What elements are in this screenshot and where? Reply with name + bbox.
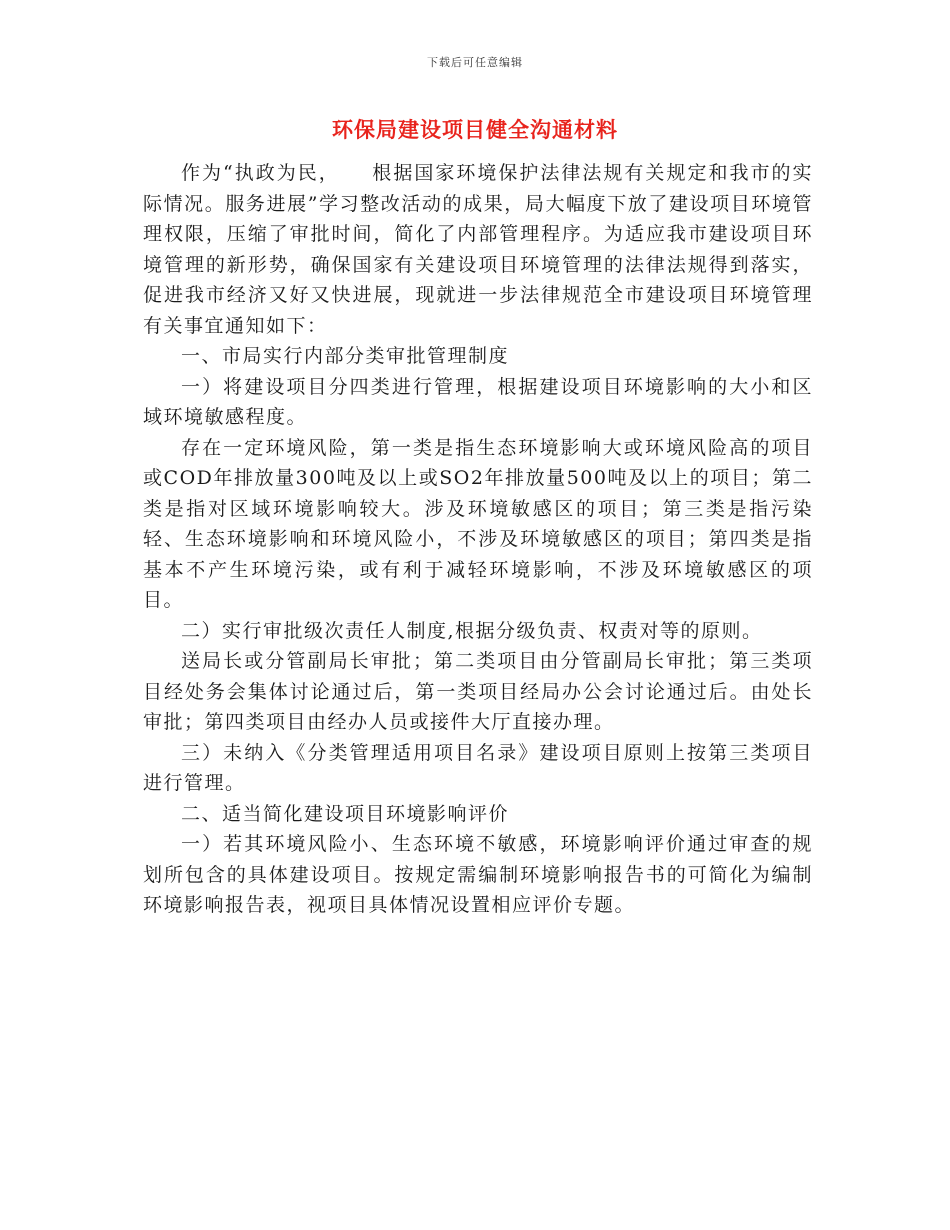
paragraph-1-1: 一）将建设项目分四类进行管理，根据建设项目环境影响的大小和区域环境敏感程度。 — [143, 375, 813, 428]
page-header-note: 下载后可任意编辑 — [427, 56, 523, 69]
section-heading-2: 二、适当简化建设项目环境影响评价 — [181, 802, 510, 825]
paragraph-category-definitions: 存在一定环境风险，第一类是指生态环境影响大或环境风险高的项目或COD年排放量300吨及以上或SO2年排放量500吨及以上的项目；第二类是指对区域环境影响较大。涉及环境敏感区的项目；第三类是指污染轻、生态环境影响和环境风险小，不涉及环境敏感区的项目；第四类是指基本不产生环境污染，或有利于减轻环境影响，不涉及环境敏感区的项目。 — [143, 436, 813, 611]
paragraph-1-3: 三）未纳入《分类管理适用项目名录》建设项目原则上按第三类项目进行管理。 — [143, 741, 813, 794]
paragraph-1-2: 二）实行审批级次责任人制度,根据分级负责、权责对等的原则。 — [181, 619, 763, 642]
document-title: 环保局建设项目健全沟通材料 — [332, 117, 618, 142]
paragraph-2-1: 一）若其环境风险小、生态环境不敏感，环境影响评价通过审查的规划所包含的具体建设项目。按规定需编制环境影响报告书的可简化为编制环境影响报告表，视项目具体情况设置相应评价专题。 — [143, 833, 813, 916]
intro-paragraph: 作为“执政为民， 根据国家环境保护法律法规有关规定和我市的实际情况。服务进展”学习整改活动的成果，局大幅度下放了建设项目环境管理权限，压缩了审批时间，简化了内部管理程序。为适应我市建设项目环境管理的新形势，确保国家有关建设项目环境管理的法律法规得到落实，促进我市经济又好又快进展，现就进一步法律规范全市建设项目环境管理有关事宜通知如下： — [143, 162, 813, 337]
paragraph-approval-levels: 送局长或分管副局长审批；第二类项目由分管副局长审批；第三类项目经处务会集体讨论通过后，第一类项目经局办公会讨论通过后。由处长审批；第四类项目由经办人员或接件大厅直接办理。 — [143, 650, 813, 733]
document-body — [143, 158, 813, 921]
section-heading-1: 一、市局实行内部分类审批管理制度 — [181, 345, 510, 367]
